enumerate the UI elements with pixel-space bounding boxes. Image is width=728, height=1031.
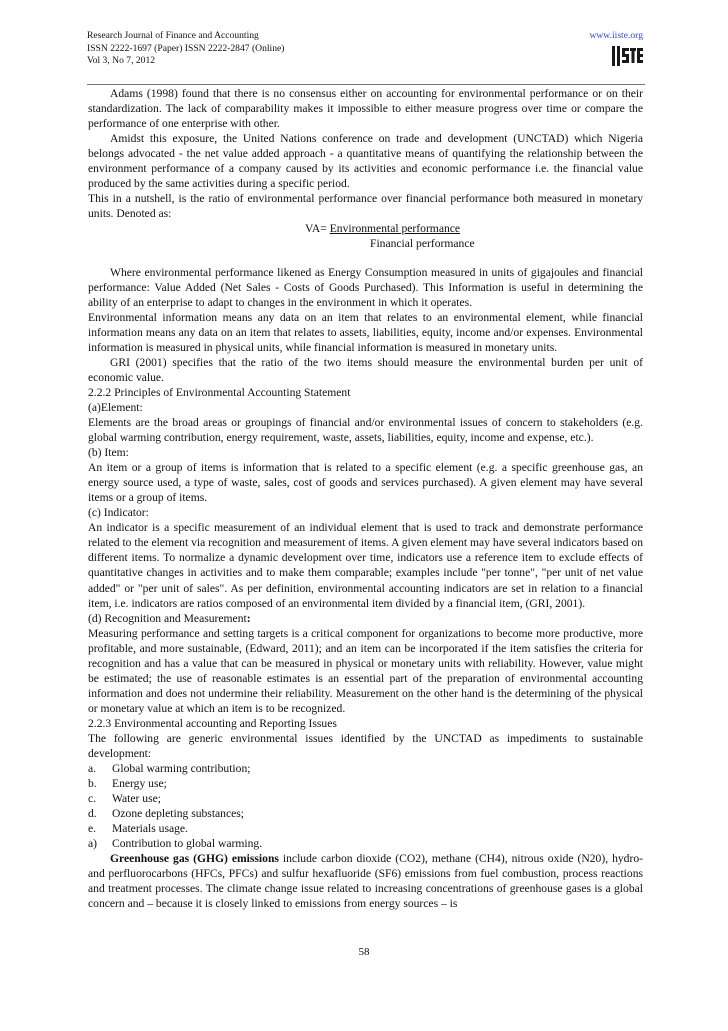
paragraph-env-info: Environmental information means any data on an item that relates to an environmental element, while financial information means any data on an item that relates to assets, liabilities, equity, income and/or expenses. Environmental information is measured in physical units, while financial information is measured in monetary units. xyxy=(88,310,643,354)
paragraph-list-intro: The following are generic environmental issues identified by the UNCTAD as impediments to sustainable development: xyxy=(88,731,643,761)
issn-line: ISSN 2222-1697 (Paper) ISSN 2222-2847 (Online) xyxy=(87,42,285,54)
paragraph-adams: Adams (1998) found that there is no consensus either on accounting for environmental performance or on their standardization. The lack of comparability makes it impossible to either measure progress over time or compare the performance of one enterprise with other. xyxy=(88,87,643,131)
issue-list xyxy=(88,761,643,851)
ghg-term: Greenhouse gas (GHG) emissions xyxy=(110,852,279,866)
list-item: a. Global warming contribution; xyxy=(88,762,251,776)
formula-denominator: Financial performance xyxy=(370,237,475,251)
section-heading-2-2-2: 2.2.2 Principles of Environmental Accounting Statement xyxy=(88,385,351,399)
header-rule xyxy=(87,84,645,85)
paragraph-element: Elements are the broad areas or groupings of financial and/or environmental issues of concern to stakeholders (e.g. global warming contribution, energy requirement, waste, assets, liabilities, equity, income and expense, etc.). xyxy=(88,415,643,445)
list-item: d. Ozone depleting substances; xyxy=(88,807,245,821)
list-item: b. Energy use; xyxy=(88,777,167,791)
paragraph-unctad: Amidst this exposure, the United Nations conference on trade and development (UNCTAD) which Nigeria belongs advocated - the net value added approach - a quantitative means of quantifying the relationship between the environment performance of a company caused by its activities and economic performance i.e. the financial value produced by the same activities during a specific period. xyxy=(88,132,643,191)
paragraph-item: An item or a group of items is information that is related to a specific element (e.g. a specific greenhouse gas, an energy source used, a type of waste, sales, cost of goods and services purchased). A given element may have several items or a group of items. xyxy=(88,461,643,505)
list-item: c. Water use; xyxy=(88,792,161,806)
article-body xyxy=(88,86,643,912)
journal-url-link[interactable]: www.iiste.org xyxy=(589,30,643,41)
formula-numerator: Environmental performance xyxy=(329,222,461,236)
section-heading-2-2-3: 2.2.3 Environmental accounting and Reporting Issues xyxy=(88,716,337,730)
volume-line: Vol 3, No 7, 2012 xyxy=(87,55,156,66)
formula-prefix: VA= xyxy=(305,222,330,236)
paragraph-ghg: Greenhouse gas (GHG) emissions include carbon dioxide (CO2), methane (CH4), nitrous oxide (N20), hydro- and perfluorocarbons (HFCs, PFCs) and sulfur hexafluoride (SF6) emissions from fuel combustion, process reactions and treatment processes. The climate change issue related to increasing concentrations of greenhouse gases is a global concern and – because it is closely linked to emissions from energy sources – is xyxy=(88,852,644,911)
page-number: 58 xyxy=(358,946,370,958)
formula-numerator-line xyxy=(88,221,643,236)
subheading-item: (b) Item: xyxy=(88,446,129,460)
list-item: e. Materials usage. xyxy=(88,822,188,836)
paragraph-ratio: This in a nutshell, is the ratio of environmental performance over financial performance both measured in monetary units. Denoted as: xyxy=(88,192,643,221)
paragraph-recognition: Measuring performance and setting targets is a critical component for organizations to become more productive, more profitable, and more sustainable, (Edward, 2011); and an item can be incorporated if the item satisfies the criteria for recognition and has a value that can be measured in physical or monetary units with reliability. However, value might be estimated; the use of reasonable estimates is an essential part of the preparation of environmental accounting information and does not undermine their reliability. Measurement on the other hand is the determining of the physical or monetary value at which an item is to be recognized. xyxy=(88,626,643,715)
subheading-recognition: (d) Recognition and Measurement: xyxy=(88,611,251,625)
paragraph-energy: Where environmental performance likened as Energy Consumption measured in units of gigajoules and financial performance: Value Added (Net Sales - Costs of Goods Purchased). This Information is useful in determining the ability of an enterprise to adapt to changes in the environment in which it operates. xyxy=(88,265,643,309)
paragraph-gri: GRI (2001) specifies that the ratio of the two items should measure the environmental burden per unit of economic value. xyxy=(88,355,643,384)
subheading-indicator: (c) Indicator: xyxy=(88,506,149,520)
paragraph-indicator: An indicator is a specific measurement of an individual element that is used to track and demonstrate performance related to the element via recognition and measurement of items. A given element may have several indicators based on different items. To normalize a dynamic development over time, indicators use a reference item to exclude effects of quantitative changes in activities and to make them comparable; examples include "per tonne", "per unit of net value added" or "per unit of sales". As per definition, environmental accounting indicators are set in relation to a financial item, i.e. indicators are ratios composed of an environmental item divided by a financial item, (GRI, 2001). xyxy=(88,521,643,610)
list-item: a) Contribution to global warming. xyxy=(88,837,263,851)
subheading-element: (a)Element: xyxy=(88,400,143,414)
iiste-logo-icon xyxy=(611,44,643,68)
page-header xyxy=(87,30,647,86)
journal-title: Research Journal of Finance and Accounting xyxy=(87,30,259,41)
